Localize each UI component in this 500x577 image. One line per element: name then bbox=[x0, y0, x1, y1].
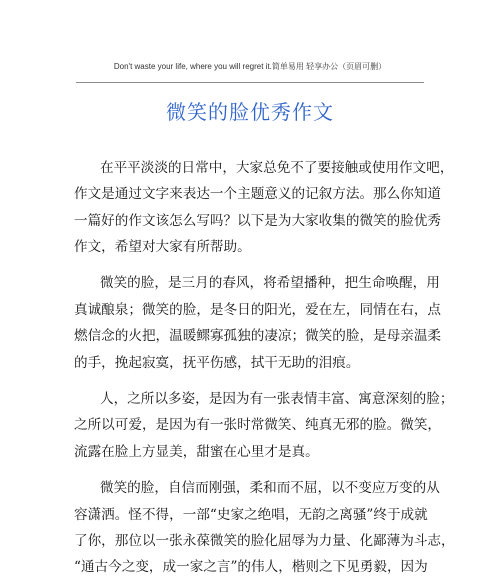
text-line: 了你，那位以一张永葆微笑的脸化屈辱为力量、化鄙薄为斗志， bbox=[74, 533, 455, 549]
text-line: 之所以可爱，是因为有一张时常微笑、纯真无邪的脸。微笑， bbox=[74, 417, 442, 433]
text-line: 人，之所以多姿，是因为有一张表情丰富、寓意深刻的脸； bbox=[100, 391, 454, 407]
header-divider bbox=[76, 82, 424, 83]
text-line: 作文，希望对大家有所帮助。 bbox=[74, 239, 251, 255]
text-line: 流露在脸上方显美，甜蜜在心里才是真。 bbox=[74, 444, 319, 460]
text-line: 微笑的脸，自信而刚强，柔和而不屈，以不变应万变的从 bbox=[100, 480, 440, 496]
text-line: 在平平淡淡的日常中，大家总免不了要接触或使用作文吧， bbox=[100, 160, 454, 176]
text-line: 燃信念的火把，温暖鳏寡孤独的凄凉；微笑的脸，是母亲温柔 bbox=[74, 328, 442, 344]
text-line: 作文是通过文字来表达一个主题意义的记叙方法。那么你知道 bbox=[74, 186, 442, 202]
text-line: 容潇洒。怪不得，一部“史家之绝唱，无韵之离骚”终于成就 bbox=[74, 507, 428, 523]
text-line: 一篇好的作文该怎么写吗？以下是为大家收集的微笑的脸优秀 bbox=[74, 213, 442, 229]
page-header: Don't waste your life, where you will regret it.简单易用 轻享办公（页眉可删） bbox=[113, 62, 387, 71]
text-line: 的手，挽起寂寞，抚平伤感，拭干无助的泪痕。 bbox=[74, 355, 360, 371]
document-title: 微笑的脸优秀作文 bbox=[166, 100, 334, 124]
text-line: 真诚酿泉；微笑的脸，是冬日的阳光，爱在左，同情在右，点 bbox=[74, 302, 442, 318]
text-line: “通古今之变，成一家之言”的伟人，楷则之下见勇毅，因为 bbox=[74, 559, 428, 575]
text-line: 微笑的脸，是三月的春风，将希望播种，把生命唤醒，用 bbox=[100, 275, 440, 291]
